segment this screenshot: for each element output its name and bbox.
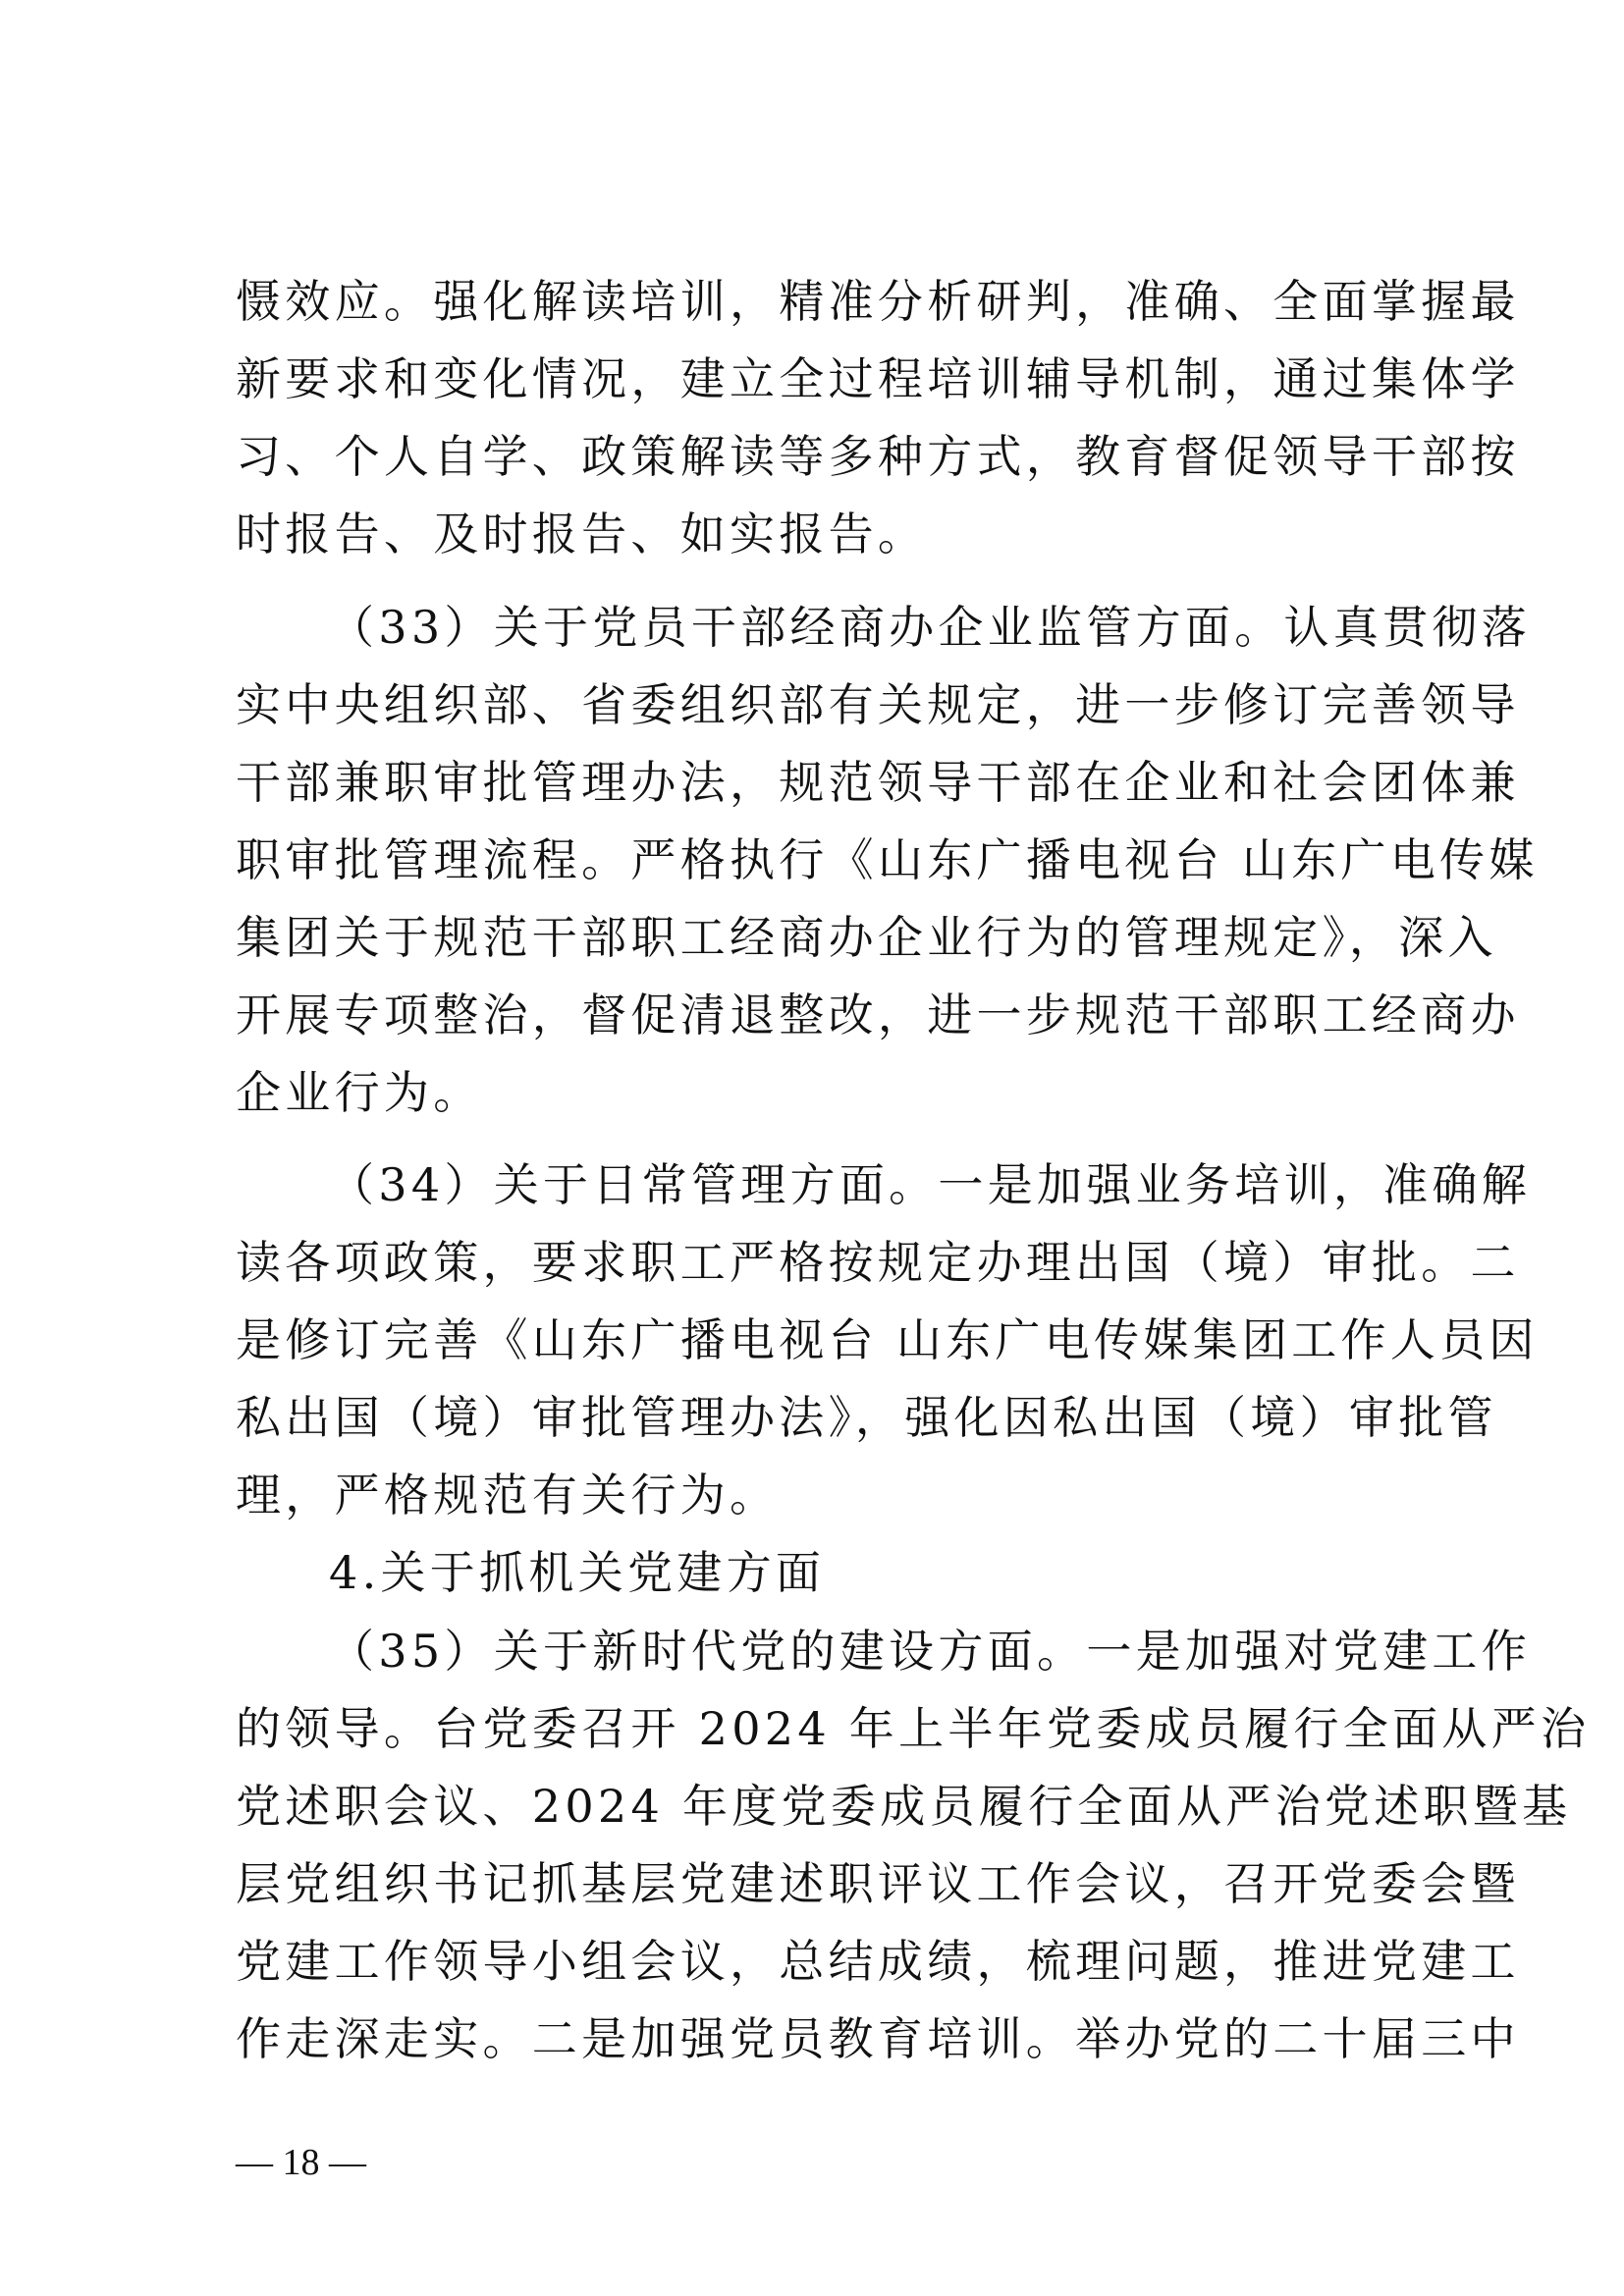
paragraph-34-start: （34）关于日常管理方面。一是加强业务培训，准确解 xyxy=(329,1158,1532,1211)
text-line: 新要求和变化情况，建立全过程培训辅导机制，通过集体学 xyxy=(236,352,1520,405)
text-line: 习、个人自学、政策解读等多种方式，教育督促领导干部按 xyxy=(236,430,1520,483)
text-line: 理，严格规范有关行为。 xyxy=(236,1468,780,1522)
text-line: 集团关于规范干部职工经商办企业行为的管理规定》，深入 xyxy=(236,911,1497,964)
text-line: 干部兼职审批管理办法，规范领导干部在企业和社会团体兼 xyxy=(236,756,1520,809)
text-line: 私出国（境）审批管理办法》，强化因私出国（境）审批管 xyxy=(236,1391,1497,1444)
paragraph-33-start: （33）关于党员干部经商办企业监管方面。认真贯彻落 xyxy=(329,601,1532,654)
text-line: 读各项政策，要求职工严格按规定办理出国（境）审批。二 xyxy=(236,1236,1520,1289)
text-line: 党述职会议、2024 年度党委成员履行全面从严治党述职暨基 xyxy=(236,1780,1572,1833)
page-number: — 18 — xyxy=(236,2142,366,2183)
text-line: 时报告、及时报告、如实报告。 xyxy=(236,507,928,561)
text-line: 作走深走实。二是加强党员教育培训。举办党的二十届三中 xyxy=(236,2012,1520,2065)
text-line: 的领导。台党委召开 2024 年上半年党委成员履行全面从严治 xyxy=(236,1702,1591,1755)
text-line: 层党组织书记抓基层党建述职评议工作会议，召开党委会暨 xyxy=(236,1857,1520,1910)
paragraph-35-start: （35）关于新时代党的建设方面。一是加强对党建工作 xyxy=(329,1625,1532,1678)
text-line: 实中央组织部、省委组织部有关规定，进一步修订完善领导 xyxy=(236,678,1520,731)
text-line: 职审批管理流程。严格执行《山东广播电视台 山东广电传媒 xyxy=(236,833,1539,886)
text-line: 企业行为。 xyxy=(236,1066,483,1119)
text-line: 是修订完善《山东广播电视台 山东广电传媒集团工作人员因 xyxy=(236,1313,1539,1366)
section-heading: 4.关于抓机关党建方面 xyxy=(329,1546,826,1599)
text-line: 开展专项整治，督促清退整改，进一步规范干部职工经商办 xyxy=(236,988,1520,1041)
text-line: 慑效应。强化解读培训，精准分析研判，准确、全面掌握最 xyxy=(236,275,1520,328)
text-line: 党建工作领导小组会议，总结成绩，梳理问题，推进党建工 xyxy=(236,1935,1520,1988)
